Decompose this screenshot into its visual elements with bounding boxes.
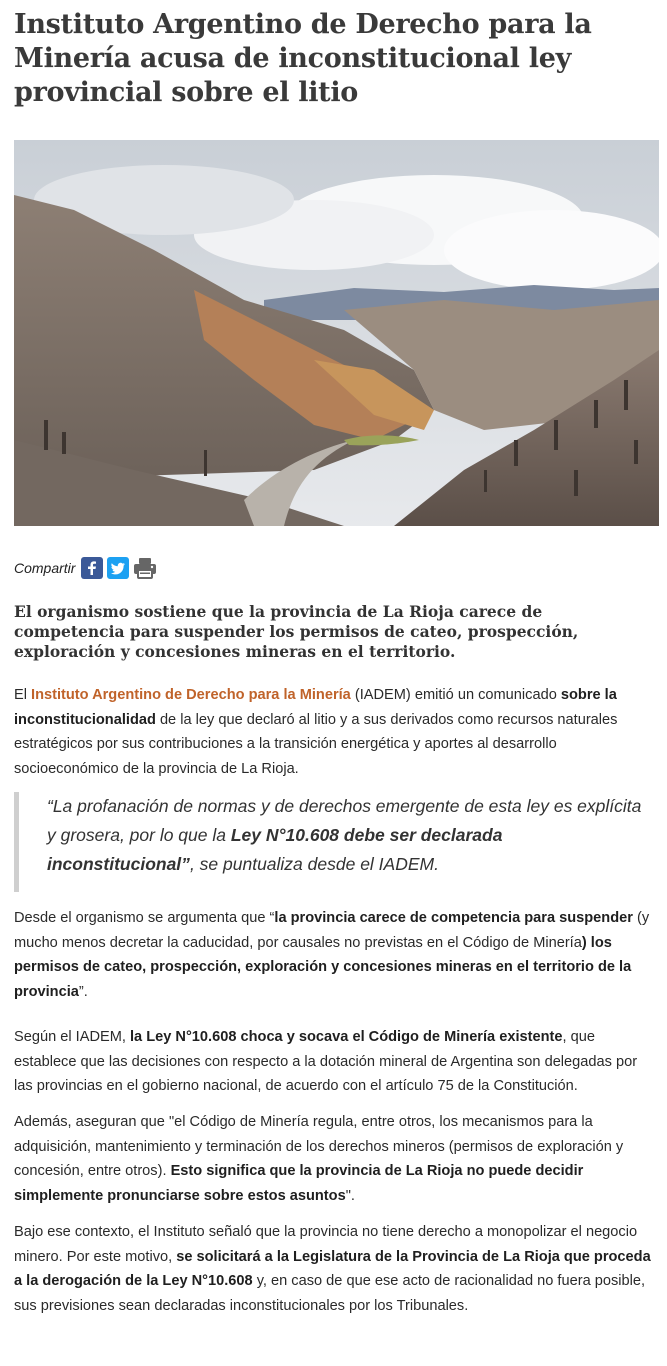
bold-text: Esto significa que la provincia de La Rioja no puede decidir simplemente pronunciarse sobre estos asuntos	[14, 1163, 584, 1204]
text: ".	[345, 1187, 355, 1204]
blockquote	[14, 792, 649, 892]
text: de la ley que declaró al litio y a sus derivados como recursos naturales estratégicos por sus contribuciones a la transición energética y aportes al desarrollo socioeconómico de la provincia de La Rioja.	[14, 711, 618, 777]
hero-image	[14, 140, 659, 526]
paragraph-3	[14, 1025, 659, 1099]
article-title: Instituto Argentino de Derecho para la Minería acusa de inconstitucional ley provincial sobre el litio	[14, 9, 592, 108]
text: Según el IADEM,	[14, 1029, 130, 1045]
text: El	[14, 687, 32, 703]
text: , se puntualiza desde el IADEM.	[189, 854, 439, 874]
text: Además, aseguran que "el Código de Minería regula, entre otros, los mecanismos para la adquisición, mantenimiento y terminación de los derechos mineros (permisos de exploración y concesión, entre otros).	[14, 1114, 624, 1179]
text: ”.	[78, 983, 88, 1000]
article-header	[14, 0, 659, 110]
article-lead: El organismo sostiene que la provincia de La Rioja carece de competencia para suspender los permisos de cateo, prospección, exploración y concesiones mineras en el territorio.	[14, 602, 579, 661]
quote-text	[47, 792, 647, 879]
share-bar	[14, 555, 159, 581]
print-icon[interactable]	[133, 557, 155, 579]
mountain-landscape-photo	[14, 140, 659, 526]
paragraph-1	[14, 683, 659, 781]
text: y, en caso de que ese acto de racionalidad no fuera posible, sus previsiones sean declaradas inconstitucionales por los Tribunales.	[14, 1273, 646, 1314]
text: Bajo ese contexto, el Instituto señaló que la provincia no tiene derecho a monopolizar el negocio minero. Por este motivo,	[14, 1224, 638, 1265]
twitter-icon[interactable]	[107, 557, 129, 579]
share-label: Compartir	[14, 560, 76, 576]
text: “La profanación de normas y de derechos emergente de esta ley es explícita y grosera, por lo que la	[47, 796, 642, 845]
paragraph-5	[14, 1220, 659, 1318]
paragraph-2	[14, 906, 659, 1004]
bold-text: la Ley N°10.608 choca y socava el Código de Minería existente	[130, 1029, 563, 1045]
text: (IADEM) emitió un comunicado	[350, 687, 561, 703]
paragraph-4	[14, 1110, 659, 1208]
bold-text: Ley N°10.608 debe ser declarada inconstitucional”	[47, 825, 503, 874]
facebook-icon[interactable]	[81, 557, 103, 579]
iadem-link[interactable]: Instituto Argentino de Derecho para la Minería	[31, 687, 351, 703]
bold-text: sobre la inconstitucionalidad	[14, 687, 617, 728]
bold-text: la provincia carece de competencia para suspender	[274, 910, 633, 926]
bold-text: se solicitará a la Legislatura de la Provincia de La Rioja que proceda a la derogación de la Ley N°10.608	[14, 1248, 651, 1289]
text: Desde el organismo se argumenta que “	[14, 910, 275, 926]
text: (y mucho menos decretar la caducidad, por causales no previstas en el Código de Minería	[14, 910, 650, 951]
text: , que establece que las decisiones con respecto a la dotación mineral de Argentina son delegadas por las provincias en el gobierno nacional, de acuerdo con el artículo 75 de la Constitución.	[14, 1029, 638, 1094]
bold-text: ) los permisos de cateo, prospección, exploración y concesiones mineras en el territorio de la provincia	[14, 934, 632, 1000]
